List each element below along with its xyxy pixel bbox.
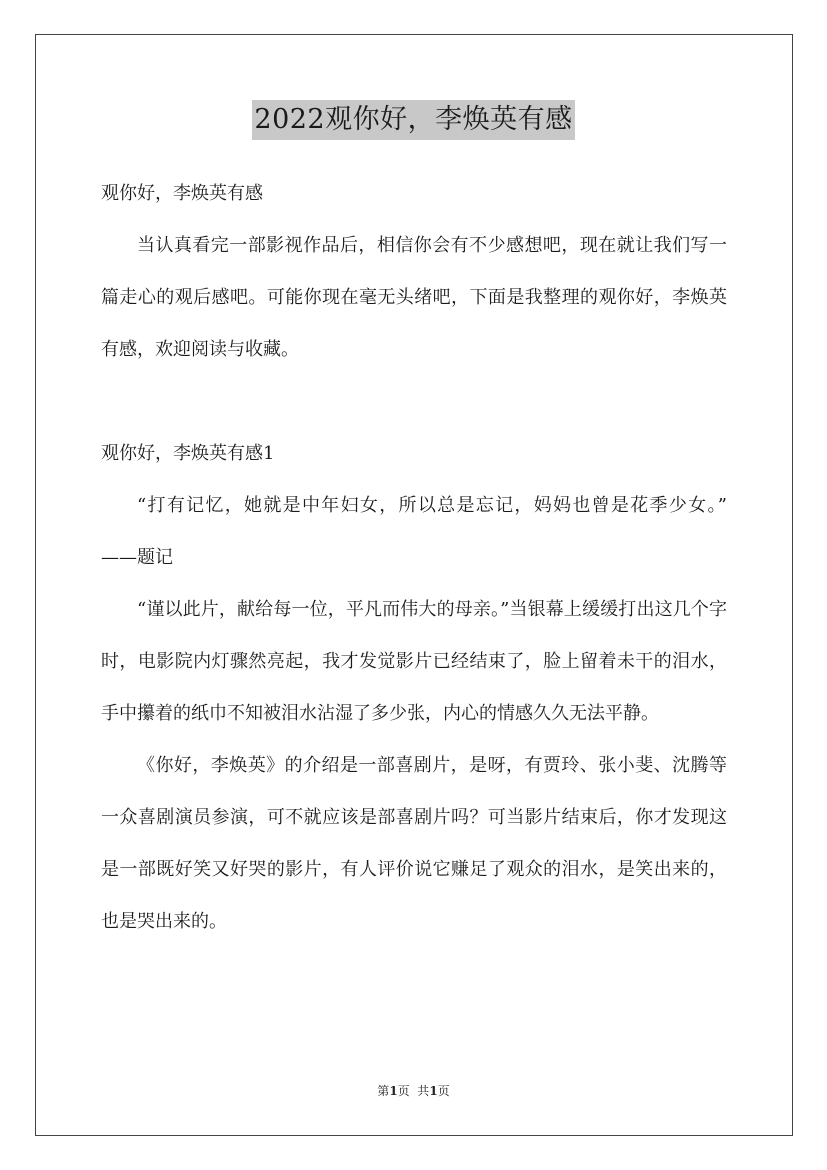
- paragraph-heading: 观你好，李焕英有感: [101, 183, 263, 204]
- paragraph-intro: 当认真看完一部影视作品后，相信你会有不少感想吧，现在就让我们写一篇走心的观后感吧。可能你现在毫无头绪吧，下面是我整理的观你好，李焕英有感，欢迎阅读与收藏。: [101, 235, 727, 360]
- paragraph-epigraph: “打有记忆，她就是中年妇女，所以总是忘记，妈妈也曾是花季少女。” ——题记: [101, 495, 727, 568]
- document-body: [101, 168, 727, 948]
- document-title: 2022观你好，李焕英有感: [252, 100, 574, 140]
- paragraph-spacer: [101, 376, 727, 428]
- paragraph-body: 《你好，李焕英》的介绍是一部喜剧片，是呀，有贾玲、张小斐、沈腾等一众喜剧演员参演，可不就应该是部喜剧片吗？可当影片结束后，你才发现这是一部既好笑又好哭的影片，有人评价说它赚足了观众的泪水，是笑出来的，也是哭出来的。: [101, 755, 727, 932]
- footer-text: 页: [437, 1084, 450, 1098]
- title-container: [0, 100, 827, 140]
- paragraph-body: “谨以此片，献给每一位，平凡而伟大的母亲。”当银幕上缓缓打出这几个字时，电影院内灯骤然亮起，我才发觉影片已经结束了，脸上留着未干的泪水，手中攥着的纸巾不知被泪水沾湿了多少张，内心的情感久久无法平静。: [101, 599, 727, 724]
- footer-text: 第: [377, 1084, 390, 1098]
- footer-text: 页 共: [397, 1084, 430, 1098]
- section-heading: 观你好，李焕英有感1: [101, 443, 275, 464]
- page-footer: [0, 1083, 827, 1099]
- footer-total-pages: 1: [429, 1084, 438, 1098]
- footer-page-number: 1: [389, 1084, 398, 1098]
